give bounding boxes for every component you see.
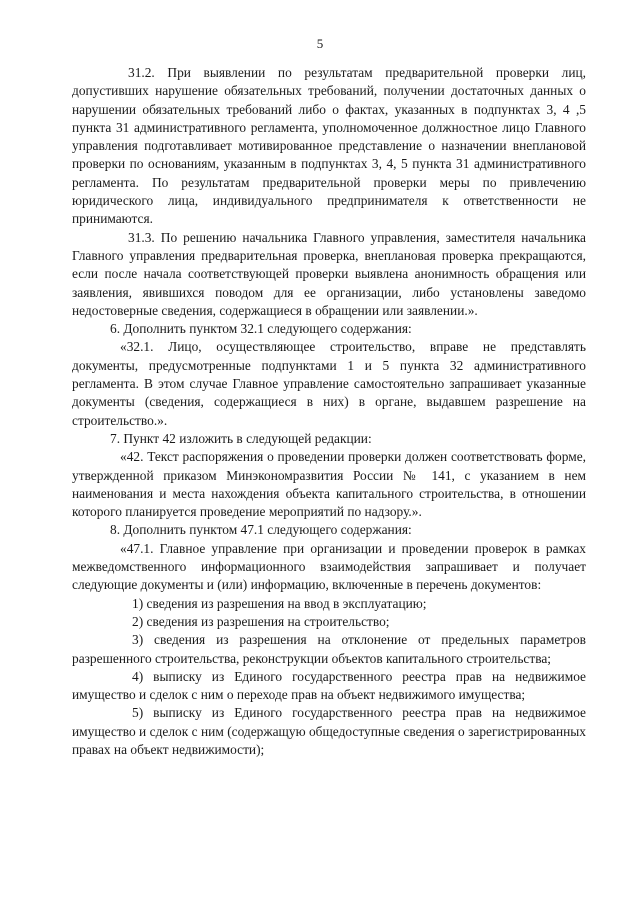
page-number: 5: [316, 36, 324, 51]
list-item-4: 4) выписку из Единого государственного реестра прав на недвижимое имущество и сделок с ним о переходе прав на объект недвижимого имущества;: [72, 668, 586, 703]
list-item-5: 5) выписку из Единого государственного реестра прав на недвижимое имущество и сделок с ним (содержащую общедоступные сведения о зарегистрированных правах на объект недвижимости);: [72, 705, 586, 757]
list-item-2: 2) сведения из разрешения на строительство;: [132, 613, 390, 629]
list-item-1: 1) сведения из разрешения на ввод в эксплуатацию;: [132, 595, 427, 611]
list-item-3: 3) сведения из разрешения на отклонение от предельных параметров разрешенного строительства, реконструкции объектов капитального строительства;: [72, 632, 586, 666]
document-body: [72, 64, 586, 759]
paragraph-item-8: 8. Дополнить пунктом 47.1 следующего содержания:: [110, 522, 412, 538]
paragraph-item-7: 7. Пункт 42 изложить в следующей редакции:: [110, 430, 372, 446]
paragraph-47-1: «47.1. Главное управление при организации и проведении проверок в рамках межведомственного информационного взаимодействия запрашивает и получает следующие документы и (или) информацию, включенные в перечень документов:: [72, 540, 586, 593]
paragraph-32-1: «32.1. Лицо, осуществляющее строительство, вправе не представлять документы, предусмотренные подпунктами 1 и 5 пункта 32 административного регламента. В этом случае Главное управление самостоятельно запрашивает указанные документы (сведения, содержащиеся в них) в органе, выдавшем разрешение на строительство.».: [72, 339, 586, 428]
paragraph-42: «42. Текст распоряжения о проведении проверки должен соответствовать форме, утвержденной приказом Минэкономразвития России № 141, с указанием в нем наименования и места нахождения объекта капитального строительства, в отношении которого планируется проведение мероприятий по надзору.».: [72, 449, 586, 520]
paragraph-item-6: 6. Дополнить пунктом 32.1 следующего содержания:: [110, 321, 412, 337]
paragraph-31-2: 31.2. При выявлении по результатам предварительной проверки лиц, допустивших нарушение обязательных требований, получении достаточных данных о нарушении обязательных требований либо о фактах, указанных в подпунктах 3, 4 ,5 пункта 31 административного регламента, уполномоченное должностное лицо Главного управления подготавливает мотивированное представление о назначении внеплановой проверки по основаниям, указанным в подпунктах 3, 4, 5 пункта 31 административного регламента. По результатам предварительной проверки меры по привлечению юридического лица, индивидуального предпринимателя к ответственности не принимаются.: [72, 65, 586, 227]
paragraph-31-3: 31.3. По решению начальника Главного управления, заместителя начальника Главного управления предварительная проверка, внеплановая проверка прекращаются, если после начала соответствующей проверки выявлена анонимность обращения или заявления, явившихся поводом для ее организации, либо установлены заведомо недостоверные сведения, содержащиеся в обращении или заявлении.».: [72, 229, 586, 318]
